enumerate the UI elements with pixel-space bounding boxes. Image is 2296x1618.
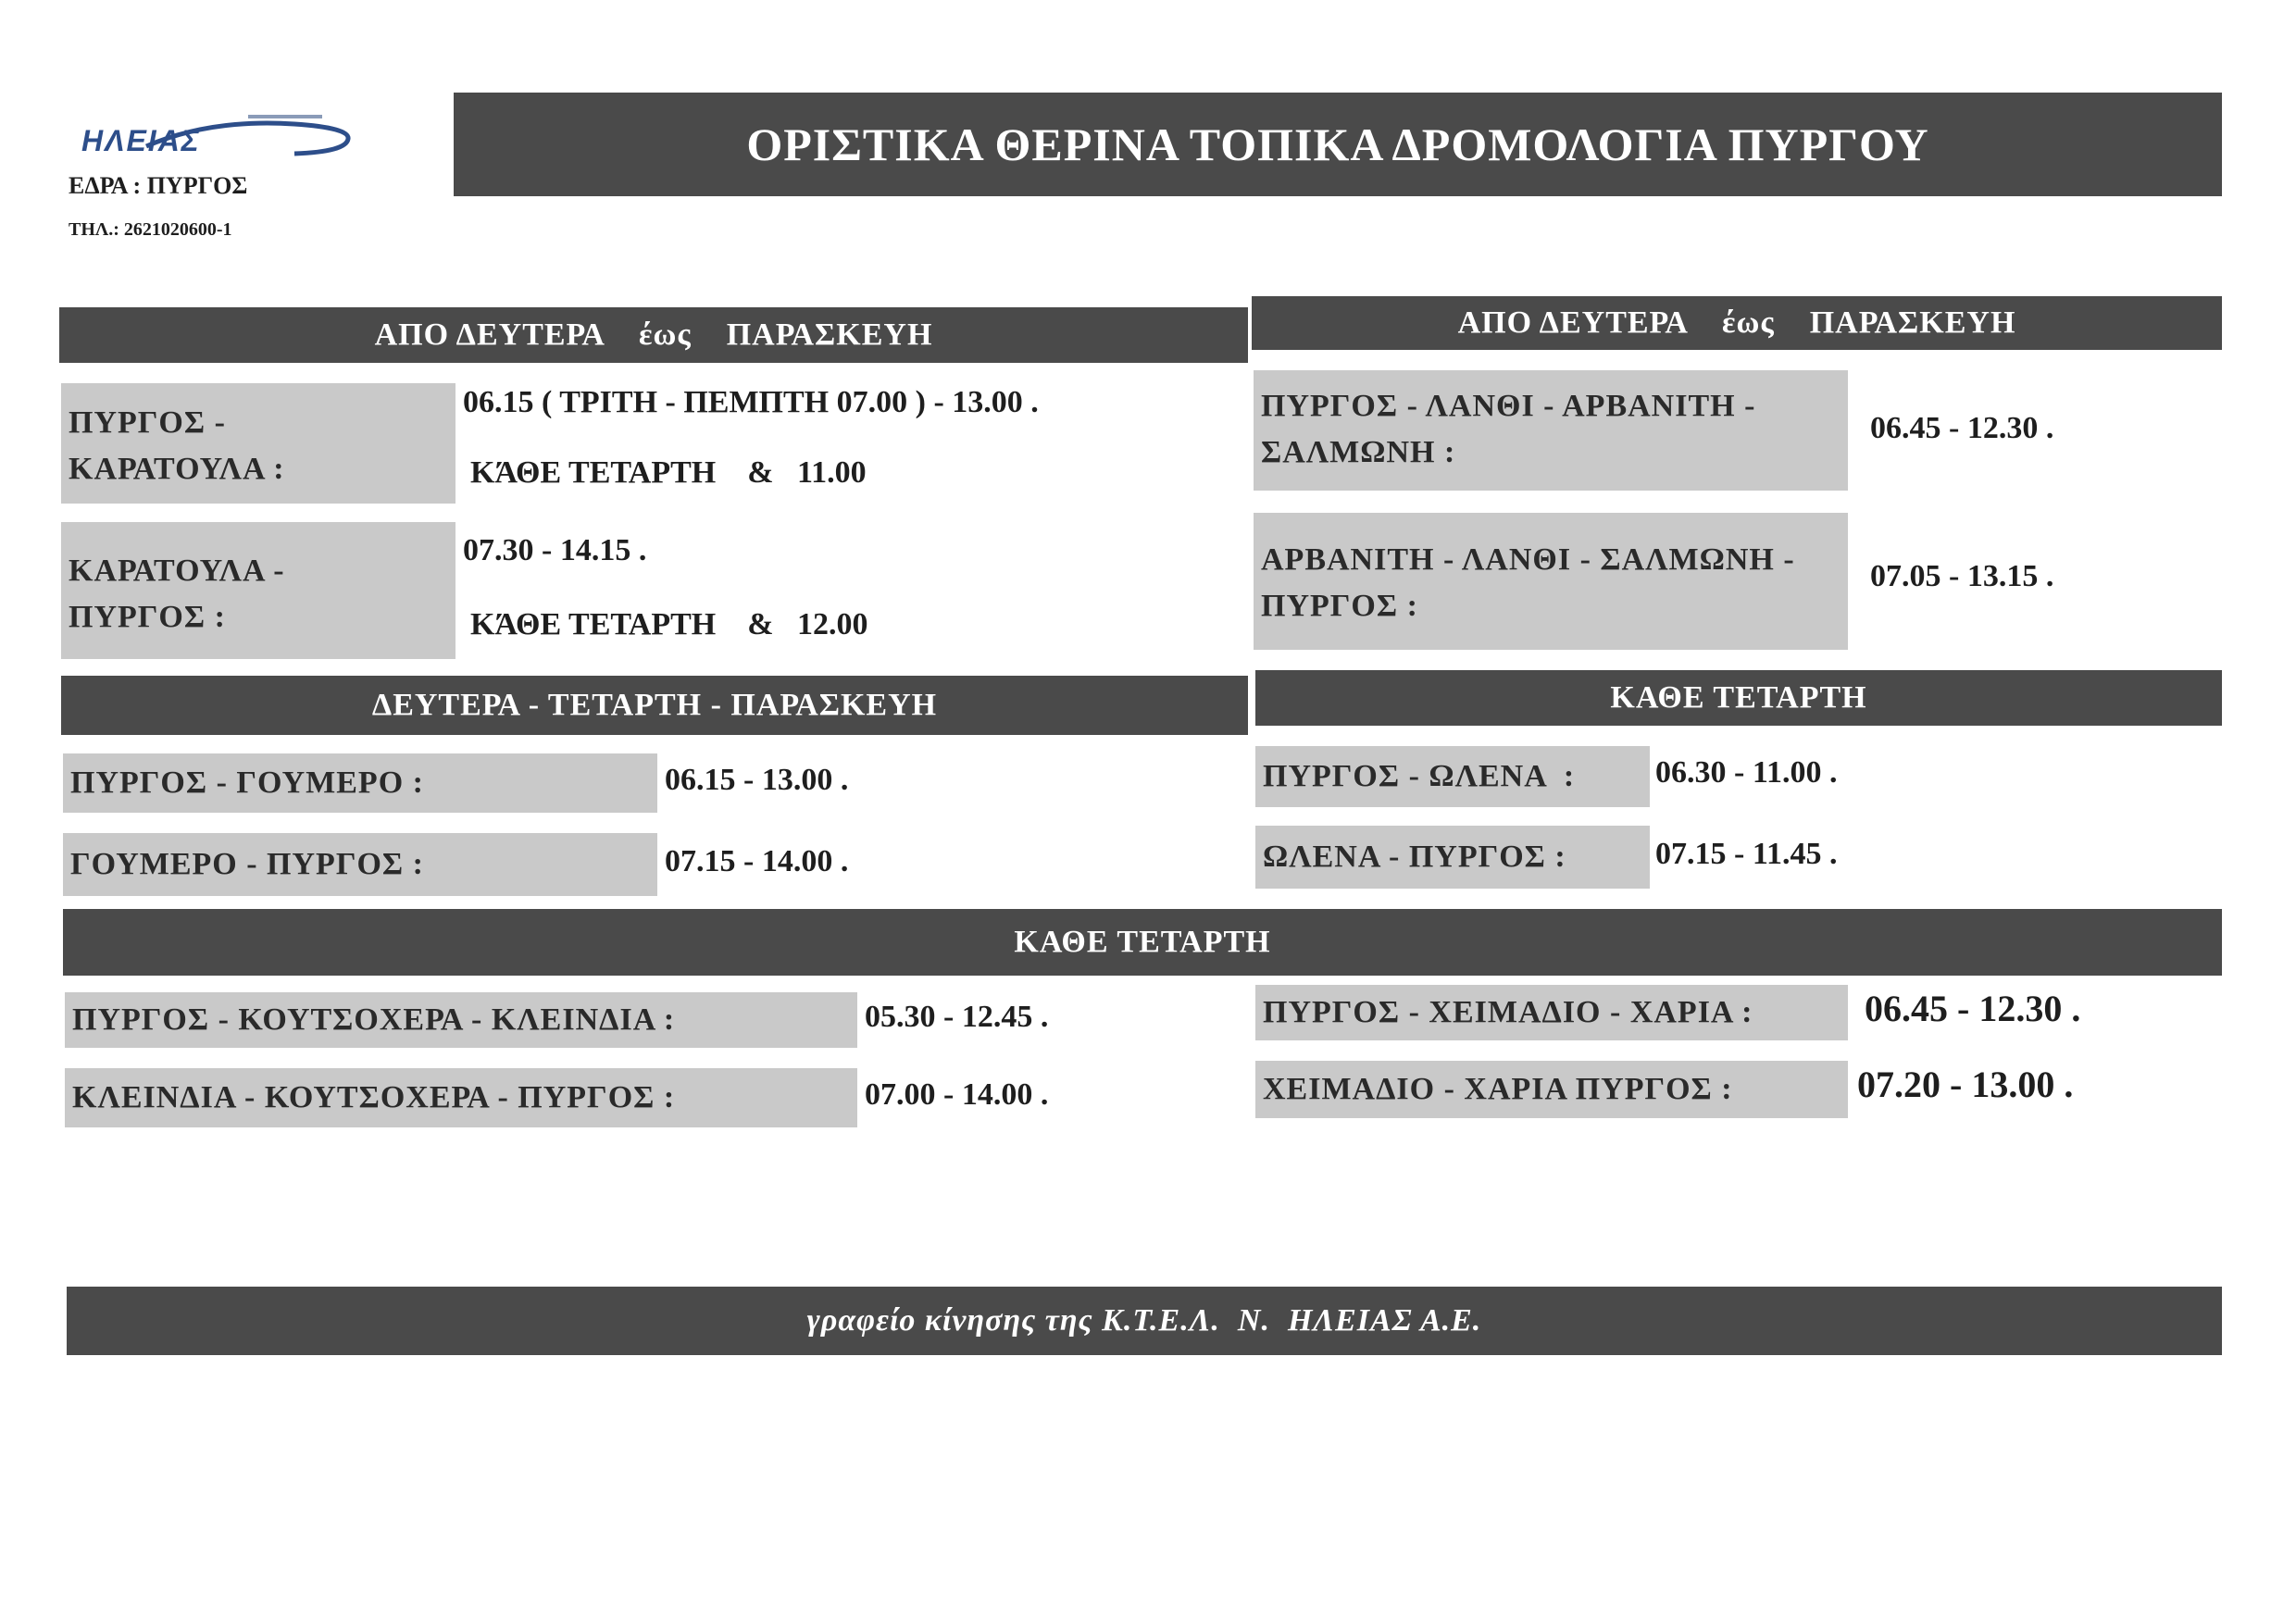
route-time: 06.15 ( ΤΡΙΤΗ - ΠΕΜΠΤΗ 07.00 ) - 13.00 . [463, 385, 1039, 419]
company-seat: ΕΔΡΑ : ΠΥΡΓΟΣ [69, 172, 248, 199]
route-label-line: ΠΥΡΓΟΣ - [69, 405, 226, 440]
logo-text: ΗΛΕΙΑΣ [81, 124, 201, 157]
route-label [1255, 985, 1848, 1040]
route-label [1255, 1061, 1848, 1118]
section2-left-header [61, 676, 1248, 735]
route-label [65, 1068, 857, 1127]
route-label-line: ΑΡΒΑΝΙΤΗ - ΛΑΝΘΙ - ΣΑΛΜΩΝΗ - [1261, 542, 1795, 577]
route-label-line: ΚΑΡΑΤΟΥΛΑ : [69, 452, 285, 486]
route-label [63, 833, 657, 896]
route-time: 06.30 - 11.00 . [1655, 755, 1838, 790]
route-time: 07.15 - 14.00 . [665, 844, 849, 878]
route-time: 07.05 - 13.15 . [1870, 559, 2054, 593]
route-label [61, 522, 455, 659]
route-label-text: ΠΥΡΓΟΣ - ΩΛΕΝΑ : [1263, 759, 1576, 793]
route-label-text: ΠΥΡΓΟΣ - ΓΟΥΜΕΡΟ : [70, 765, 424, 800]
route-label-line: ΠΥΡΓΟΣ : [69, 600, 226, 634]
route-label-line: ΠΥΡΓΟΣ : [1261, 589, 1418, 623]
route-label [1255, 826, 1650, 889]
footer-bar [67, 1287, 2222, 1355]
section3-header [63, 909, 2222, 976]
route-time-extra: ΚΆΘΕ ΤΕΤΑΡΤΗ & 12.00 [470, 607, 868, 641]
section2-right-header [1255, 670, 2222, 726]
route-time: 06.45 - 12.30 . [1870, 411, 2054, 445]
company-logo [81, 111, 359, 167]
section2-right-header-text: ΚΑΘΕ ΤΕΤΑΡΤΗ [1610, 680, 1867, 715]
route-time: 06.45 - 12.30 . [1865, 988, 2081, 1029]
route-time: 07.15 - 11.45 . [1655, 837, 1838, 871]
page-title [454, 93, 2222, 196]
route-label-text: ΧΕΙΜΑΔΙΟ - ΧΑΡΙΑ ΠΥΡΓΟΣ : [1263, 1072, 1733, 1106]
route-time: 07.20 - 13.00 . [1857, 1064, 2074, 1105]
route-time: 07.00 - 14.00 . [865, 1077, 1049, 1112]
route-label-line: ΚΑΡΑΤΟΥΛΑ - [69, 554, 285, 588]
route-label-text: ΚΛΕΙΝΔΙΑ - ΚΟΥΤΣΟΧΕΡΑ - ΠΥΡΓΟΣ : [72, 1080, 676, 1114]
route-label-text: ΠΥΡΓΟΣ - ΚΟΥΤΣΟΧΕΡΑ - ΚΛΕΙΝΔΙΑ : [72, 1002, 676, 1037]
route-time: 07.30 - 14.15 . [463, 533, 647, 567]
route-label-text: ΩΛΕΝΑ - ΠΥΡΓΟΣ : [1263, 840, 1566, 874]
footer-text: γραφείο κίνησης της Κ.Τ.Ε.Λ. Ν. ΗΛΕΙΑΣ Α.Ε. [806, 1303, 1482, 1338]
section1-right-header-text: ΑΠΟ ΔΕΥΤΕΡΑ έως ΠΑΡΑΣΚΕΥΗ [1457, 305, 2016, 340]
route-label [61, 383, 455, 504]
company-phone: ΤΗΛ.: 2621020600-1 [69, 219, 232, 240]
route-time: 06.15 - 13.00 . [665, 763, 849, 797]
route-label [65, 992, 857, 1048]
section1-left-header-text: ΑΠΟ ΔΕΥΤΕΡΑ έως ΠΑΡΑΣΚΕΥΗ [374, 317, 933, 352]
section3-header-text: ΚΑΘΕ ΤΕΤΑΡΤΗ [1014, 925, 1271, 959]
route-label-line: ΠΥΡΓΟΣ - ΛΑΝΘΙ - ΑΡΒΑΝΙΤΗ - [1261, 389, 1756, 423]
route-time-extra: ΚΆΘΕ ΤΕΤΑΡΤΗ & 11.00 [470, 455, 867, 490]
route-label-line: ΣΑΛΜΩΝΗ : [1261, 435, 1456, 469]
route-label [1254, 513, 1848, 650]
page-title-text: ΟΡΙΣΤΙΚΑ ΘΕΡΙΝΑ ΤΟΠΙΚΑ ΔΡΟΜΟΛΟΓΙΑ ΠΥΡΓΟΥ [746, 118, 1929, 170]
route-label [1254, 370, 1848, 491]
section1-right-header [1252, 296, 2222, 350]
route-label-text: ΓΟΥΜΕΡΟ - ΠΥΡΓΟΣ : [70, 847, 424, 881]
route-label-text: ΠΥΡΓΟΣ - ΧΕΙΜΑΔΙΟ - ΧΑΡΙΑ : [1263, 995, 1753, 1029]
route-time: 05.30 - 12.45 . [865, 1000, 1049, 1034]
route-label [1255, 746, 1650, 807]
section2-left-header-text: ΔΕΥΤΕΡΑ - ΤΕΤΑΡΤΗ - ΠΑΡΑΣΚΕΥΗ [371, 688, 938, 722]
route-label [63, 753, 657, 813]
section1-left-header [59, 307, 1248, 363]
